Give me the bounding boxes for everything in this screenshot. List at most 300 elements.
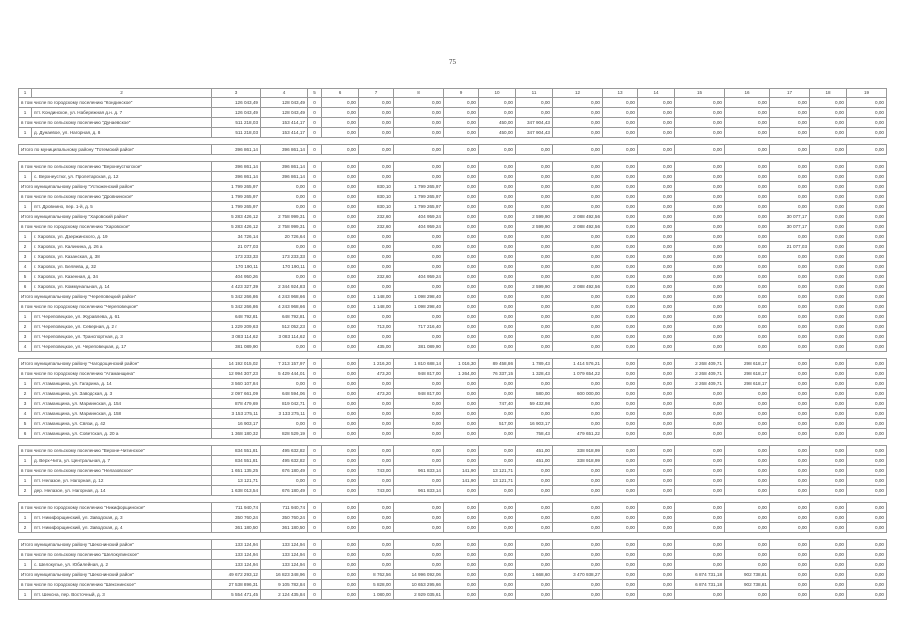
value-cell: 0,00: [810, 409, 847, 419]
value-cell: 0,00: [675, 162, 725, 172]
value-cell: 0,00: [725, 292, 770, 302]
value-cell: 0,00: [322, 523, 359, 533]
value-cell: 0,00: [516, 292, 553, 302]
value-cell: 1 799 265,97: [212, 192, 261, 202]
value-cell: 1 098 298,40: [394, 302, 444, 312]
value-cell: 0,00: [444, 108, 479, 118]
value-cell: 0,00: [770, 232, 810, 242]
settlement-subtotal-title: в том числе по городскому поселению "Кондинское": [19, 98, 212, 108]
capital-repair-table: [18, 88, 887, 600]
value-cell: 128 043,49: [261, 108, 308, 118]
table-row: [19, 232, 887, 242]
value-cell: 3 133 275,11: [261, 409, 308, 419]
value-cell: 0,00: [770, 98, 810, 108]
value-cell: 0,00: [479, 145, 516, 155]
value-cell: 0,00: [725, 302, 770, 312]
value-cell: 511 218,03: [212, 118, 261, 128]
value-cell: 830,10: [359, 202, 394, 212]
address-cell: д. Верх-Чита, ул. Центральная, д. 7: [32, 456, 212, 466]
value-cell: 0,00: [770, 590, 810, 600]
value-cell: 0,00: [638, 108, 675, 118]
value-cell: 0: [308, 192, 322, 202]
value-cell: 0,00: [725, 322, 770, 332]
value-cell: 0,00: [847, 252, 887, 262]
value-cell: 0,00: [322, 590, 359, 600]
value-cell: 0,00: [638, 332, 675, 342]
value-cell: 0: [308, 446, 322, 456]
value-cell: 0,00: [810, 312, 847, 322]
value-cell: 0,00: [603, 369, 638, 379]
value-cell: 0,00: [394, 550, 444, 560]
value-cell: 0,00: [479, 302, 516, 312]
row-number: 4: [19, 262, 32, 272]
value-cell: 298 618,17: [725, 359, 770, 369]
value-cell: 0,00: [553, 272, 603, 282]
row-number: 1: [19, 560, 32, 570]
value-cell: 0,00: [770, 359, 810, 369]
value-cell: 0,00: [810, 212, 847, 222]
header-cell: 17: [770, 89, 810, 98]
value-cell: 0,00: [810, 560, 847, 570]
header-cell: 12: [553, 89, 603, 98]
value-cell: 0,00: [359, 282, 394, 292]
value-cell: 232,60: [359, 222, 394, 232]
table-row: [19, 108, 887, 118]
value-cell: 0,00: [770, 202, 810, 212]
value-cell: 0: [308, 342, 322, 352]
value-cell: 141,90: [444, 476, 479, 486]
value-cell: 0,00: [444, 312, 479, 322]
value-cell: 0,00: [603, 476, 638, 486]
value-cell: 0,00: [444, 162, 479, 172]
value-cell: 0,00: [675, 550, 725, 560]
row-number: 2: [19, 486, 32, 496]
value-cell: 381 089,90: [212, 342, 261, 352]
value-cell: 0,00: [770, 429, 810, 439]
value-cell: 0,00: [322, 292, 359, 302]
value-cell: 126 043,49: [212, 98, 261, 108]
table-row: [19, 342, 887, 352]
value-cell: 0,00: [638, 486, 675, 496]
value-cell: 0: [308, 389, 322, 399]
value-cell: 512 052,23: [261, 322, 308, 332]
value-cell: 0,00: [725, 312, 770, 322]
value-cell: 0,00: [322, 302, 359, 312]
value-cell: 0,00: [359, 128, 394, 138]
value-cell: 0: [308, 322, 322, 332]
value-cell: 0,00: [322, 272, 359, 282]
value-cell: 1 016,30: [444, 359, 479, 369]
value-cell: 834 551,81: [212, 456, 261, 466]
value-cell: 0,00: [444, 419, 479, 429]
value-cell: 0,00: [810, 222, 847, 232]
value-cell: 0,00: [675, 252, 725, 262]
value-cell: 0,00: [725, 540, 770, 550]
table-row: [19, 312, 887, 322]
table-row: [19, 523, 887, 533]
value-cell: 0,00: [479, 202, 516, 212]
value-cell: 0,00: [603, 332, 638, 342]
value-cell: 0,00: [394, 145, 444, 155]
table-row: [19, 332, 887, 342]
table-row: [19, 379, 887, 389]
value-cell: 6 874 731,18: [675, 580, 725, 590]
value-cell: 0,00: [603, 162, 638, 172]
header-row: [19, 89, 887, 98]
value-cell: 0,00: [261, 476, 308, 486]
address-cell: пгт. Атаманщина, ул. Советская, д. 20 а: [32, 429, 212, 439]
value-cell: 0,00: [322, 429, 359, 439]
value-cell: 0,00: [847, 292, 887, 302]
value-cell: 0,00: [725, 262, 770, 272]
value-cell: 4 243 968,66: [261, 292, 308, 302]
value-cell: 0,00: [603, 590, 638, 600]
value-cell: 0,00: [770, 322, 810, 332]
row-number: 2: [19, 242, 32, 252]
value-cell: 0,00: [675, 476, 725, 486]
value-cell: 0,00: [444, 523, 479, 533]
value-cell: 0,00: [603, 292, 638, 302]
value-cell: 0: [308, 419, 322, 429]
value-cell: 232,60: [359, 212, 394, 222]
address-cell: г. Харовск, ул. Казанская, д. 38: [32, 252, 212, 262]
value-cell: 0,00: [675, 342, 725, 352]
value-cell: 1 651 135,25: [212, 466, 261, 476]
value-cell: 0,00: [322, 503, 359, 513]
value-cell: 298 618,17: [725, 369, 770, 379]
district-total-title: Итого по муниципальному району "Тотемский район": [19, 145, 212, 155]
value-cell: 0,00: [553, 128, 603, 138]
table-row: [19, 409, 887, 419]
value-cell: 0,00: [479, 570, 516, 580]
district-total-title: Итого муниципальному району "Чагодощенский район": [19, 359, 212, 369]
row-number: 1: [19, 312, 32, 322]
value-cell: 0,00: [725, 242, 770, 252]
value-cell: 0,00: [725, 212, 770, 222]
value-cell: 517,00: [479, 419, 516, 429]
value-cell: 1 098 298,40: [394, 292, 444, 302]
value-cell: 0,00: [770, 369, 810, 379]
value-cell: 451,00: [516, 446, 553, 456]
value-cell: 0,00: [770, 302, 810, 312]
value-cell: 0,00: [516, 242, 553, 252]
value-cell: 0,00: [603, 262, 638, 272]
value-cell: 2 088 492,56: [553, 282, 603, 292]
value-cell: 0,00: [553, 513, 603, 523]
value-cell: 0,00: [479, 503, 516, 513]
value-cell: 0,00: [847, 550, 887, 560]
value-cell: 0,00: [810, 580, 847, 590]
value-cell: 0,00: [675, 312, 725, 322]
value-cell: 0,00: [675, 292, 725, 302]
value-cell: 0: [308, 282, 322, 292]
value-cell: 0,00: [359, 419, 394, 429]
value-cell: 450,00: [479, 128, 516, 138]
value-cell: 0,00: [847, 409, 887, 419]
address-cell: пгт. Череповецкое, ул. Северная, д. 2 г: [32, 322, 212, 332]
value-cell: 0,00: [725, 162, 770, 172]
value-cell: 0,00: [847, 222, 887, 232]
value-cell: 0: [308, 145, 322, 155]
row-number: 5: [19, 419, 32, 429]
value-cell: 0,00: [322, 162, 359, 172]
value-cell: 0,00: [675, 222, 725, 232]
value-cell: 0,00: [394, 232, 444, 242]
value-cell: 0,00: [770, 560, 810, 570]
value-cell: 0,00: [479, 456, 516, 466]
value-cell: 0,00: [359, 540, 394, 550]
value-cell: 0,00: [638, 302, 675, 312]
value-cell: 404 959,24: [394, 212, 444, 222]
value-cell: 0,00: [810, 332, 847, 342]
address-cell: пгт. Череповецкое, ул. Череповецкая, д. 17: [32, 342, 212, 352]
value-cell: 495 632,82: [261, 446, 308, 456]
header-cell: 7: [359, 89, 394, 98]
value-cell: 0,00: [553, 560, 603, 570]
value-cell: 451,00: [516, 456, 553, 466]
value-cell: 0,00: [675, 389, 725, 399]
row-number: 2: [19, 523, 32, 533]
value-cell: 0,00: [479, 523, 516, 533]
value-cell: 0,00: [359, 503, 394, 513]
value-cell: 0: [308, 486, 322, 496]
table-row: [19, 282, 887, 292]
value-cell: 0,00: [516, 162, 553, 172]
header-cell: 6: [322, 89, 359, 98]
table-row: [19, 560, 887, 570]
value-cell: 0,00: [603, 560, 638, 570]
value-cell: 0,00: [394, 419, 444, 429]
value-cell: 16 823 348,96: [261, 570, 308, 580]
value-cell: 0,00: [638, 409, 675, 419]
value-cell: 0,00: [675, 590, 725, 600]
total-row: [19, 359, 887, 369]
value-cell: 0,00: [444, 540, 479, 550]
value-cell: 0,00: [638, 399, 675, 409]
value-cell: 0,00: [810, 282, 847, 292]
value-cell: 0,00: [603, 118, 638, 128]
value-cell: 0,00: [603, 172, 638, 182]
value-cell: 0,00: [638, 466, 675, 476]
value-cell: 0,00: [444, 242, 479, 252]
value-cell: 0,00: [603, 446, 638, 456]
value-cell: 0,00: [603, 419, 638, 429]
value-cell: 404 959,24: [394, 222, 444, 232]
value-cell: 0,00: [444, 399, 479, 409]
value-cell: 0,00: [638, 282, 675, 292]
address-cell: пгт. Череповецкое, ул. Транспортная, д. 3: [32, 332, 212, 342]
value-cell: 0,00: [394, 262, 444, 272]
value-cell: 347 904,43: [516, 128, 553, 138]
value-cell: 0,00: [725, 118, 770, 128]
value-cell: 2 344 924,83: [261, 282, 308, 292]
value-cell: 396 861,14: [261, 162, 308, 172]
value-cell: 0,00: [444, 322, 479, 332]
value-cell: 0,00: [553, 503, 603, 513]
value-cell: 0,00: [638, 232, 675, 242]
value-cell: 0,00: [359, 409, 394, 419]
value-cell: 1 789,43: [516, 359, 553, 369]
value-cell: 0,00: [479, 272, 516, 282]
value-cell: 1 328,43: [516, 369, 553, 379]
value-cell: 0,00: [322, 342, 359, 352]
value-cell: 0,00: [479, 446, 516, 456]
table-row: [19, 128, 887, 138]
value-cell: 0,00: [675, 466, 725, 476]
value-cell: 0,00: [444, 272, 479, 282]
value-cell: 0,00: [847, 399, 887, 409]
value-cell: 30 077,17: [770, 212, 810, 222]
value-cell: 0,00: [479, 282, 516, 292]
value-cell: 0,00: [770, 108, 810, 118]
value-cell: 0,00: [553, 312, 603, 322]
value-cell: 0,00: [638, 540, 675, 550]
value-cell: 0,00: [359, 446, 394, 456]
row-number: 1: [19, 590, 32, 600]
value-cell: 0,00: [725, 419, 770, 429]
value-cell: 511 218,03: [212, 128, 261, 138]
value-cell: 0,00: [675, 560, 725, 570]
header-cell: 3: [212, 89, 261, 98]
value-cell: 0,00: [322, 570, 359, 580]
value-cell: 0,00: [516, 486, 553, 496]
value-cell: 0,00: [770, 580, 810, 590]
value-cell: 0,00: [359, 560, 394, 570]
value-cell: 0,00: [322, 476, 359, 486]
value-cell: 0,00: [810, 292, 847, 302]
value-cell: 676 180,49: [261, 486, 308, 496]
address-cell: г. Харовск, ул. Дзержинского, д. 19: [32, 232, 212, 242]
value-cell: 0,00: [394, 523, 444, 533]
value-cell: 0: [308, 332, 322, 342]
row-number: 1: [19, 172, 32, 182]
address-cell: г. Харовск, ул. Беляева, д. 32: [32, 262, 212, 272]
value-cell: 0,00: [516, 466, 553, 476]
value-cell: 0,00: [359, 262, 394, 272]
header-cell: 1: [19, 89, 32, 98]
value-cell: 0,00: [638, 560, 675, 570]
value-cell: 34 726,14: [212, 232, 261, 242]
settlement-subtotal-title: в том числе по городскому поселению "Атаманщина": [19, 369, 212, 379]
value-cell: 0,00: [553, 192, 603, 202]
value-cell: 0,00: [359, 513, 394, 523]
settlement-subtotal-title: в том числе по сельскому поселению "Дунаевское": [19, 118, 212, 128]
value-cell: 0,00: [725, 399, 770, 409]
value-cell: 0,00: [553, 232, 603, 242]
value-cell: 2 758 999,31: [261, 212, 308, 222]
value-cell: 0,00: [444, 590, 479, 600]
value-cell: 0,00: [847, 212, 887, 222]
table-row: [19, 590, 887, 600]
value-cell: 0,00: [553, 540, 603, 550]
value-cell: 404 950,26: [212, 272, 261, 282]
value-cell: 0,00: [847, 580, 887, 590]
group-row: [19, 118, 887, 128]
settlement-subtotal-title: в том числе по сельскому поселению "Нелазовское": [19, 466, 212, 476]
value-cell: 580,00: [516, 389, 553, 399]
value-cell: 0,00: [603, 550, 638, 560]
value-cell: 711 940,74: [212, 503, 261, 513]
row-number: 1: [19, 513, 32, 523]
value-cell: 0: [308, 272, 322, 282]
value-cell: 0,00: [675, 128, 725, 138]
spacer-row: [19, 155, 887, 162]
value-cell: 1 810 688,14: [394, 359, 444, 369]
value-cell: 0,00: [675, 232, 725, 242]
address-cell: пгт. Нелазое, ул. Нагорная, д. 12: [32, 476, 212, 486]
table-row: [19, 429, 887, 439]
value-cell: 404 959,24: [394, 272, 444, 282]
value-cell: 5 554 471,45: [212, 590, 261, 600]
value-cell: 0: [308, 456, 322, 466]
value-cell: 0: [308, 476, 322, 486]
value-cell: 0,00: [359, 429, 394, 439]
value-cell: 0,00: [847, 486, 887, 496]
value-cell: 3 083 114,62: [261, 332, 308, 342]
value-cell: 0,00: [394, 429, 444, 439]
value-cell: 133 124,94: [261, 540, 308, 550]
value-cell: 5 429 444,01: [261, 369, 308, 379]
spacer-cell: [19, 138, 887, 145]
settlement-subtotal-title: в том числе по сельскому поселению "Дровнинское": [19, 192, 212, 202]
value-cell: 0,00: [322, 446, 359, 456]
value-cell: 0,00: [810, 302, 847, 312]
row-number: 1: [19, 476, 32, 486]
spacer-row: [19, 138, 887, 145]
value-cell: 0: [308, 182, 322, 192]
value-cell: 0,00: [770, 145, 810, 155]
value-cell: 153 414,17: [261, 118, 308, 128]
value-cell: 170 190,11: [212, 262, 261, 272]
value-cell: 0,00: [394, 503, 444, 513]
value-cell: 0,00: [638, 389, 675, 399]
value-cell: 0,00: [322, 379, 359, 389]
row-number: 1: [19, 232, 32, 242]
value-cell: 0,00: [725, 182, 770, 192]
value-cell: 0,00: [725, 389, 770, 399]
header-cell: 10: [479, 89, 516, 98]
value-cell: 0,00: [394, 242, 444, 252]
value-cell: 0,00: [638, 456, 675, 466]
value-cell: 1 638 013,54: [212, 486, 261, 496]
value-cell: 0,00: [770, 332, 810, 342]
value-cell: 2 268 409,71: [675, 369, 725, 379]
address-cell: г. Харовск, ул. Коммунальная, д. 14: [32, 282, 212, 292]
value-cell: 0,00: [322, 262, 359, 272]
header-cell: 2: [32, 89, 212, 98]
value-cell: 648 594,06: [261, 389, 308, 399]
value-cell: 350 760,24: [212, 513, 261, 523]
value-cell: 0,00: [847, 182, 887, 192]
value-cell: 12 994 307,23: [212, 369, 261, 379]
value-cell: 0,00: [394, 312, 444, 322]
value-cell: 0,00: [847, 503, 887, 513]
value-cell: 0,00: [638, 312, 675, 322]
value-cell: 0,00: [810, 513, 847, 523]
value-cell: 0,00: [675, 98, 725, 108]
value-cell: 0,00: [847, 192, 887, 202]
group-row: [19, 222, 887, 232]
header-cell: 8: [394, 89, 444, 98]
value-cell: 0,00: [394, 162, 444, 172]
value-cell: 0,00: [675, 513, 725, 523]
value-cell: 0,00: [516, 513, 553, 523]
value-cell: 0,00: [394, 409, 444, 419]
value-cell: 0,00: [810, 262, 847, 272]
value-cell: 0,00: [638, 446, 675, 456]
value-cell: 0,00: [516, 379, 553, 389]
value-cell: 878 479,69: [212, 399, 261, 409]
